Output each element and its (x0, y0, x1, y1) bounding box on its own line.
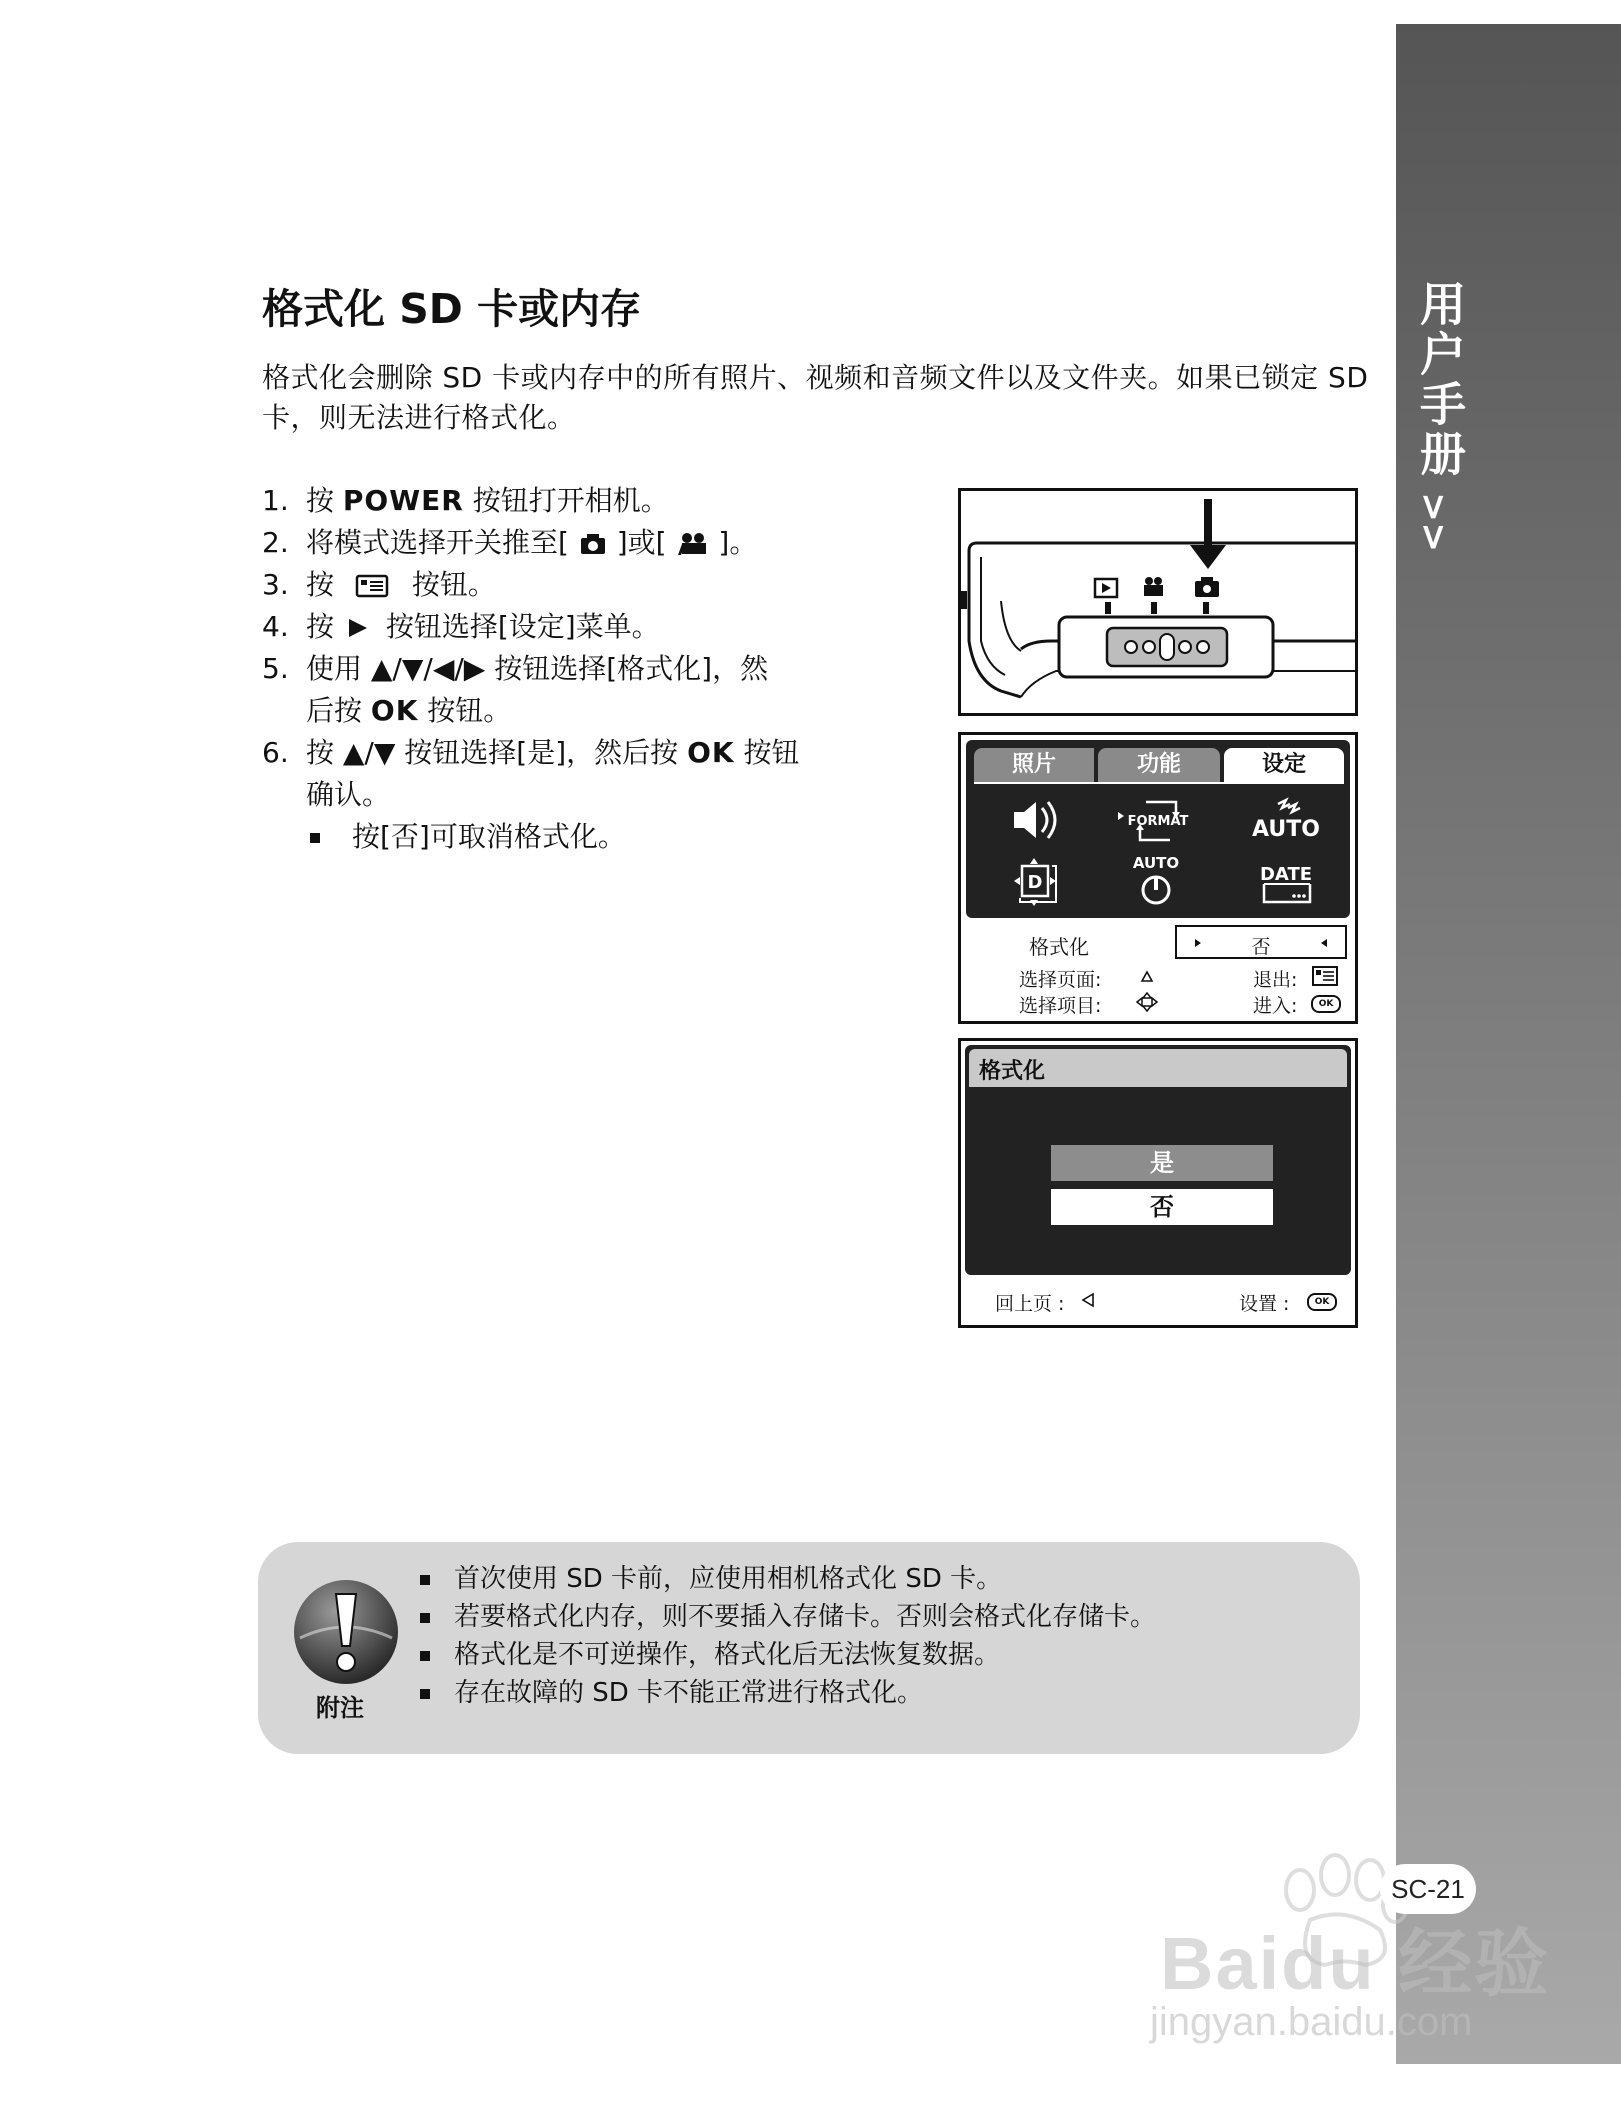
step-text: ]或[ (616, 526, 667, 559)
auto-label: AUTO (1132, 854, 1180, 872)
yes-option[interactable]: 是 (1051, 1145, 1273, 1181)
camera-mode-switch-figure (958, 488, 1358, 716)
step-number: 3. (262, 568, 289, 601)
step-number: 2. (262, 526, 289, 559)
ok-button-icon: OK (1307, 1293, 1337, 1311)
step-text: 按钮选择[设定]菜单。 (385, 610, 660, 643)
sound-icon[interactable] (1006, 794, 1066, 846)
select-page-label: 选择页面: (1019, 969, 1102, 991)
ok-label: OK (687, 736, 735, 769)
page-number: SC-21 (1380, 1864, 1476, 1914)
step-text: ]。 (718, 526, 758, 559)
note-item: 若要格式化内存，则不要插入存储卡。否则会格式化存储卡。 (420, 1598, 1340, 1636)
format-setting-label: 格式化 (1029, 935, 1089, 959)
dialog-panel (965, 1045, 1351, 1275)
step-text: 按 ▲/▼ 按钮选择[是]，然后按 (306, 736, 688, 769)
tab-underline (974, 782, 1344, 784)
dialog-title-bar (969, 1049, 1347, 1087)
step-4 (262, 606, 902, 648)
menu-button-icon (353, 573, 393, 599)
format-value: 否 (1251, 936, 1271, 958)
step-text: 按 (306, 484, 343, 517)
watermark-url: jingyan.baidu.com (1150, 2000, 1473, 2044)
date-time-icon[interactable] (1256, 852, 1320, 912)
step-text: 按钮打开相机。 (463, 484, 669, 517)
step-text: 按 (306, 610, 335, 643)
step-1 (262, 480, 902, 522)
intro-paragraph: 格式化会删除 SD 卡或内存中的所有照片、视频和音频文件以及文件夹。如果已锁定 SD 卡，则无法进行格式化。 (262, 361, 1369, 434)
watermark-brand: Baidu 经验 (1160, 1922, 1551, 2005)
arrow-left-small-icon (1319, 938, 1329, 948)
select-item-label: 选择项目: (1019, 995, 1102, 1017)
step-number: 5. (262, 652, 289, 685)
sidebar-arrows (1408, 492, 1458, 553)
up-triangle-icon (1139, 969, 1155, 985)
note-label: 附注 (316, 1694, 364, 1722)
step-2 (262, 522, 902, 564)
step-text: 按钮。 (418, 694, 512, 727)
step-text: 后按 (306, 694, 371, 727)
display-mode-icon[interactable] (1006, 856, 1066, 910)
format-icon[interactable] (1116, 794, 1196, 846)
note-item: 格式化是不可逆操作，格式化后无法恢复数据。 (420, 1636, 1340, 1674)
step-number: 4. (262, 610, 289, 643)
setup-menu-screen (958, 732, 1358, 1024)
back-label: 回上页 : (995, 1293, 1065, 1315)
step-3 (262, 564, 902, 606)
format-icon-label: FORMAT (1127, 814, 1189, 829)
no-option[interactable]: 否 (1051, 1189, 1273, 1225)
step-6 (262, 732, 902, 816)
set-label: 设置 : (1239, 1293, 1290, 1315)
power-label: POWER (342, 484, 464, 517)
left-triangle-icon (1079, 1291, 1097, 1309)
camera-body-illustration (961, 491, 1355, 713)
menu-panel (966, 740, 1350, 918)
four-way-arrow-icon (1135, 991, 1159, 1013)
note-list (420, 1560, 1340, 1712)
ok-button-icon: OK (1311, 995, 1341, 1013)
step-5 (262, 648, 902, 732)
steps-list (262, 480, 902, 858)
dialog-title: 格式化 (979, 1059, 1046, 1084)
step-text: 确认。 (306, 778, 391, 811)
auto-label: AUTO (1252, 817, 1320, 842)
format-dialog-screen (958, 1038, 1358, 1328)
step-number: 1. (262, 484, 289, 517)
auto-flicker-icon[interactable] (1252, 792, 1320, 846)
exit-label: 退出: (1253, 969, 1298, 991)
display-letter: D (1027, 872, 1043, 893)
enter-label: 进入: (1253, 995, 1298, 1017)
cancel-note: 按[否]可取消格式化。 (262, 816, 902, 858)
tab-setup[interactable]: 设定 (1224, 748, 1344, 782)
step-text: 将模式选择开关推至[ (306, 526, 569, 559)
sidebar-title: 用户手册 (1413, 280, 1467, 480)
ok-label: OK (370, 694, 419, 727)
step-text: 按钮 (734, 736, 800, 769)
step-text: 按 (306, 568, 335, 601)
chevron-right-icon: >> (1413, 492, 1454, 553)
warning-exclamation-icon (290, 1576, 402, 1688)
format-value-selector[interactable] (1175, 925, 1347, 959)
menu-button-icon (1311, 965, 1339, 987)
camera-icon (578, 532, 608, 556)
right-arrow-icon (343, 616, 377, 640)
page-title: 格式化 SD 卡或内存 (262, 285, 642, 333)
tab-function[interactable]: 功能 (1098, 748, 1220, 782)
step-number: 6. (262, 736, 289, 769)
video-camera-icon (676, 531, 710, 557)
auto-power-off-icon[interactable] (1126, 852, 1186, 910)
step-text: 按钮。 (411, 568, 496, 601)
tab-photo[interactable]: 照片 (974, 748, 1094, 782)
date-label: DATE (1259, 864, 1313, 885)
note-item: 首次使用 SD 卡前，应使用相机格式化 SD 卡。 (420, 1560, 1340, 1598)
step-text: 使用 ▲/▼/◀/▶ 按钮选择[格式化]，然 (306, 652, 769, 685)
note-item: 存在故障的 SD 卡不能正常进行格式化。 (420, 1674, 1340, 1712)
